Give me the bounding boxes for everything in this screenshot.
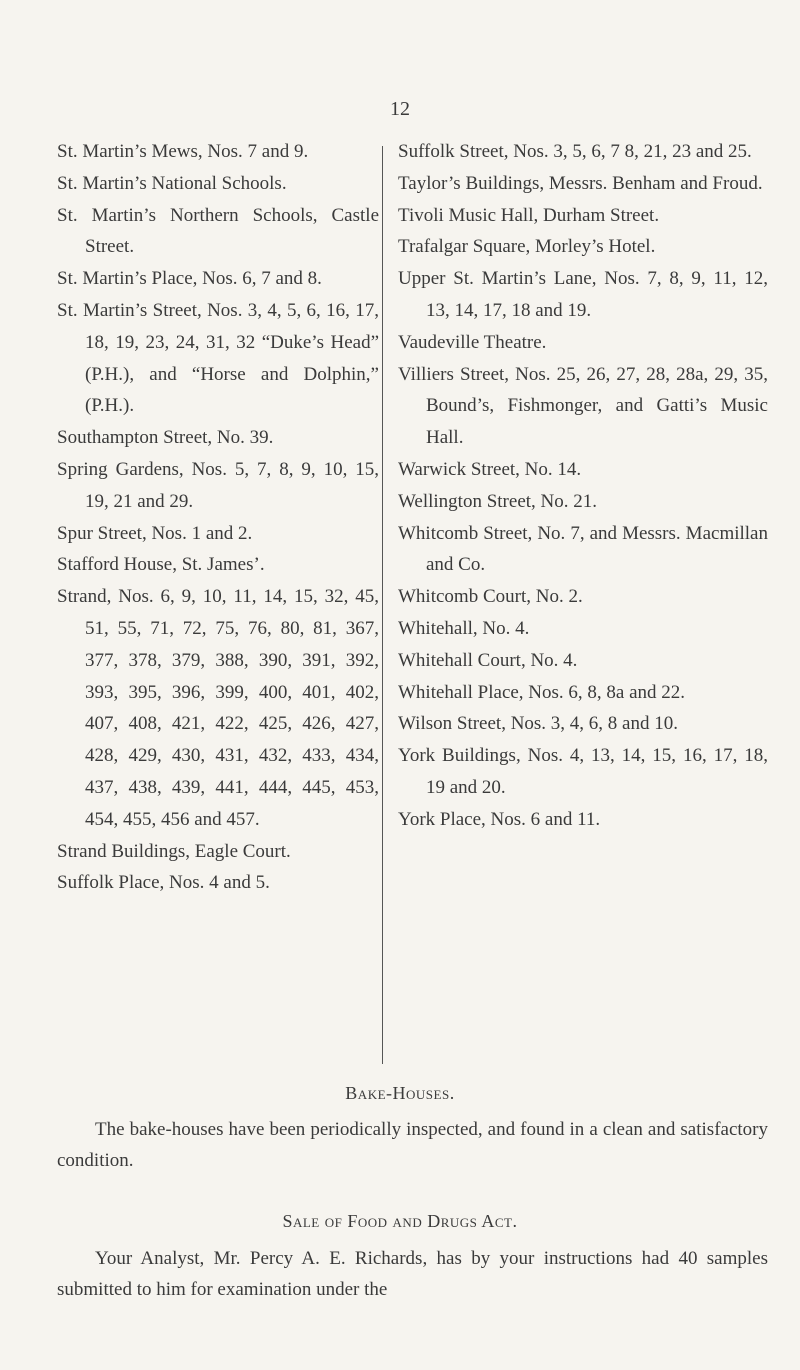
list-item: St. Martin’s Place, Nos. 6, 7 and 8. [57,268,322,290]
list-item: Whitcomb Court, No. 2. [398,586,583,608]
list-item: St. Martin’s National Schools. [57,172,287,194]
left-column [57,136,379,899]
list-item: Stafford House, St. James’. [57,554,265,576]
list-item: Southampton Street, No. 39. [57,427,274,449]
list-item: Wilson Street, Nos. 3, 4, 6, 8 and 10. [398,713,678,735]
list-item: Trafalgar Square, Morley’s Hotel. [398,236,656,258]
list-item: Whitehall Place, Nos. 6, 8, 8a and 22. [398,681,686,703]
list-item: Villiers Street, Nos. 25, 26, 27, 28, 28a, 29, 35, Bound’s, Fishmonger, and Gatti’s Music Hall. [398,363,768,449]
list-item: Spring Gardens, Nos. 5, 7, 8, 9, 10, 15, 19, 21 and 29. [57,458,379,512]
list-item: St. Martin’s Mews, Nos. 7 and 9. [57,141,309,162]
list-item: York Place, Nos. 6 and 11. [398,808,601,830]
page-number: 12 [390,98,410,120]
list-item: Tivoli Music Hall, Durham Street. [398,204,660,226]
list-item: Whitcomb Street, No. 7, and Messrs. Macmillan and Co. [398,522,768,576]
list-item: St. Martin’s Street, Nos. 3, 4, 5, 6, 16, 17, 18, 19, 23, 24, 31, 32 “Duke’s Head” (P.H.), and “Horse and Dolphin,” (P.H.). [57,299,379,417]
list-item: Wellington Street, No. 21. [398,490,597,512]
list-item: Upper St. Martin’s Lane, Nos. 7, 8, 9, 11, 12, 13, 14, 17, 18 and 19. [398,268,768,321]
list-item: Warwick Street, No. 14. [398,458,582,480]
list-item: York Buildings, Nos. 4, 13, 14, 15, 16, 17, 18, 19 and 20. [398,745,768,798]
list-item: Taylor’s Buildings, Messrs. Benham and Froud. [398,172,763,194]
column-divider [382,146,383,1064]
list-item: Strand Buildings, Eagle Court. [57,840,291,862]
list-item: Suffolk Street, Nos. 3, 5, 6, 7 8, 21, 23 and 25. [398,141,752,162]
list-item: St. Martin’s Northern Schools, Castle Street. [57,204,379,258]
section-text-bake-houses: The bake-houses have been periodically inspected, and found in a clean and satisfactory condition. [57,1119,768,1171]
list-item: Whitehall Court, No. 4. [398,649,578,671]
section-heading-sale-of-food: Sale of Food and Drugs Act. [282,1211,518,1231]
right-column [398,136,768,836]
section-text-sale-of-food: Your Analyst, Mr. Percy A. E. Richards, has by your instructions had 40 samples submitted to him for examination under the [57,1248,768,1300]
list-item: Suffolk Place, Nos. 4 and 5. [57,872,270,894]
list-item: Spur Street, Nos. 1 and 2. [57,522,253,544]
list-item: Vaudeville Theatre. [398,331,547,353]
list-item: Whitehall, No. 4. [398,617,530,639]
section-heading-bake-houses: Bake-Houses. [345,1083,455,1103]
list-item: Strand, Nos. 6, 9, 10, 11, 14, 15, 32, 45, 51, 55, 71, 72, 75, 76, 80, 81, 367, 377, 378, 379, 388, 390, 391, 392, 393, 395, 396, 399, 400, 401, 402, 407, 408, 421, 422, 425, 426, 427, 428, 429, 430, 431, 432, 433, 434, 437, 438, 439, 441, 444, 445, 453, 454, 455, 456 and 457. [57,586,379,830]
